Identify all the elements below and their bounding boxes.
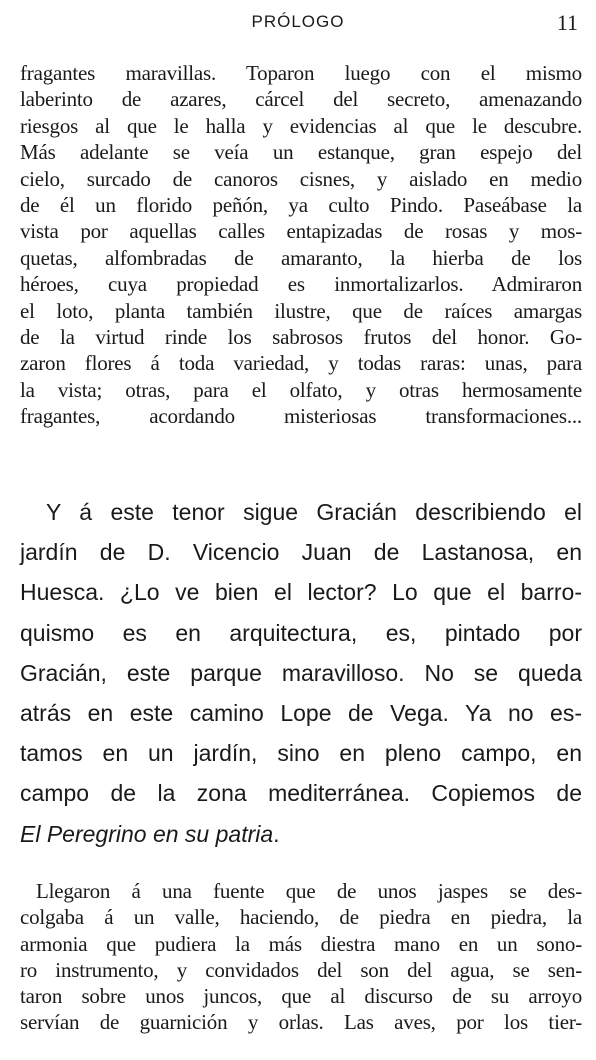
quoted-passage-2 bbox=[20, 878, 582, 1036]
text-line: jardín de D. Vicencio Juan de Lastanosa, en bbox=[20, 539, 582, 566]
text-line: cielo, surcado de canoros cisnes, y aislado en medio bbox=[20, 166, 582, 191]
text-line: zaron flores á toda variedad, y todas raras: unas, para bbox=[20, 351, 582, 376]
text-line: el loto, planta también ilustre, que de raíces amargas bbox=[20, 298, 582, 323]
text-line: Gracián, este parque maravilloso. No se queda bbox=[20, 659, 582, 686]
text-line: servían de guarnición y orlas. Las aves, por los tier- bbox=[20, 1010, 582, 1035]
body-paragraph bbox=[20, 492, 582, 854]
line-tail: . bbox=[273, 820, 280, 847]
text-line-with-title bbox=[20, 814, 582, 854]
text-line: Más adelante se veía un estanque, gran espejo del bbox=[20, 140, 582, 165]
text-line: fragantes, acordando misteriosas transformaciones... bbox=[20, 404, 582, 429]
text-line: quismo es en arquitectura, es, pintado por bbox=[20, 619, 582, 646]
text-line: campo de la zona mediterránea. Copiemos de bbox=[20, 780, 582, 807]
text-line: de la virtud rinde los sabrosos frutos del honor. Go- bbox=[20, 325, 582, 350]
text-line: ro instrumento, y convidados del son del agua, se sen- bbox=[20, 957, 582, 982]
text-line: de él un florido peñón, ya culto Pindo. Paseábase la bbox=[20, 193, 582, 218]
text-line: Y á este tenor sigue Gracián describiendo el bbox=[46, 499, 582, 525]
book-title: El Peregrino en su patria bbox=[20, 820, 274, 847]
text-line: Llegaron á una fuente que de unos jaspes se des- bbox=[36, 879, 582, 903]
text-line: vista por aquellas calles entapizadas de rosas y mos- bbox=[20, 219, 582, 244]
text-line: colgaba á un valle, haciendo, de piedra en piedra, la bbox=[20, 905, 582, 930]
quoted-passage-1 bbox=[20, 60, 582, 430]
page-number: 11 bbox=[556, 10, 578, 35]
text-line: riesgos al que le halla y evidencias al que le descubre. bbox=[20, 113, 582, 138]
text-line: tamos en un jardín, sino en pleno campo, en bbox=[20, 740, 582, 767]
text-line: fragantes maravillas. Toparon luego con el mismo bbox=[20, 61, 582, 85]
text-line: laberinto de azares, cárcel del secreto, amenazando bbox=[20, 87, 582, 112]
text-line: héroes, cuya propiedad es inmortalizarlos. Admiraron bbox=[20, 272, 582, 297]
text-line: atrás en este camino Lope de Vega. Ya no es- bbox=[20, 700, 582, 727]
page-header bbox=[0, 8, 596, 38]
text-line: quetas, alfombradas de amaranto, la hierba de los bbox=[20, 245, 582, 270]
text-line: armonia que pudiera la más diestra mano en un sono- bbox=[20, 931, 582, 956]
text-line: Huesca. ¿Lo ve bien el lector? Lo que el barro- bbox=[20, 579, 582, 606]
text-line: taron sobre unos juncos, que al discurso de su arroyo bbox=[20, 984, 582, 1009]
running-head: PRÓLOGO bbox=[251, 12, 345, 31]
text-line: la vista; otras, para el olfato, y otras hermosamente bbox=[20, 377, 582, 402]
